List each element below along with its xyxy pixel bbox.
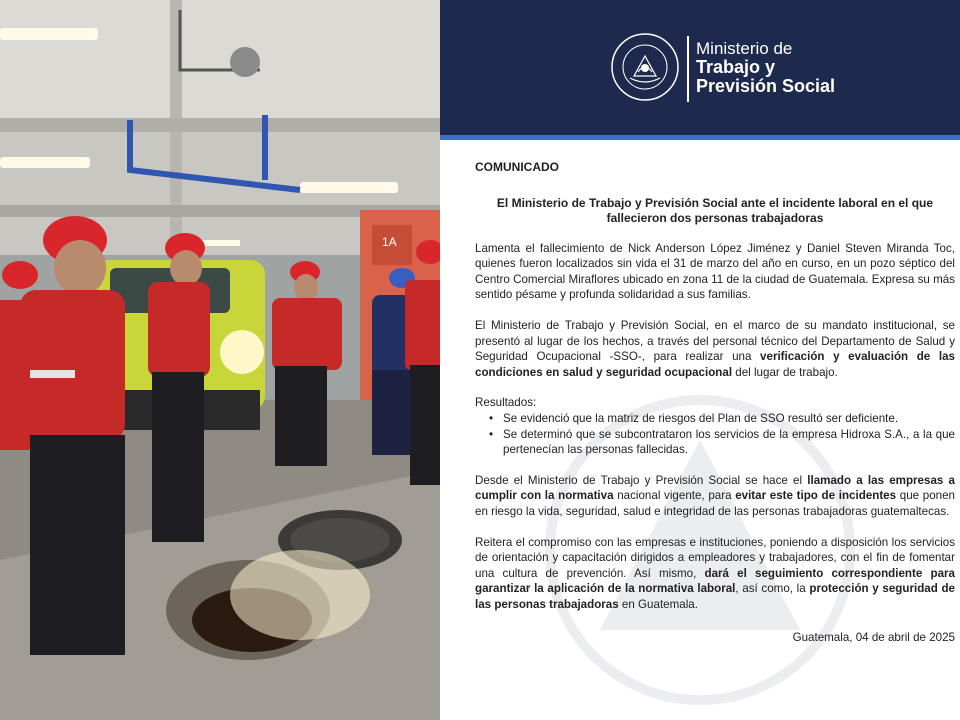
banner-divider <box>687 36 689 102</box>
results-item-2: • Se determinó que se subcontrataron los servicios de la empresa Hidroxa S.A., a la que pertenecían las personas fallecidas. <box>475 427 955 458</box>
paragraph-3-bold-1: llamado a las empresas a cumplir con la normativa <box>475 473 955 503</box>
incident-photo-illustration <box>0 0 440 720</box>
wall-sign: 1A <box>382 235 397 249</box>
paragraph-2-bold: verificación y evaluación de las condiciones en salud y seguridad ocupacional <box>475 350 955 379</box>
results-list <box>475 411 955 458</box>
results-item-1: • Se evidenció que la matriz de riesgos del Plan de SSO resultó ser deficiente. <box>475 411 955 427</box>
banner-accent-bar <box>440 135 960 140</box>
ministry-name <box>696 40 835 96</box>
paragraph-2 <box>475 318 955 380</box>
paragraph-3-text-a: Desde el Ministerio de Trabajo y Previsión Social se hace el <box>475 473 808 487</box>
paragraph-4-text-c: , así como, la <box>735 582 810 596</box>
paragraph-1: Lamenta el fallecimiento de Nick Anderson López Jiménez y Daniel Steven Miranda Toc, quienes fueron localizados sin vida el 31 de marzo del año en curso, en un pozo séptico del Centro Comercial Miraflores ubicado en zona 11 de la ciudad de Guatemala. Expresa su más sentido pésame y profunda solidaridad a sus familias. <box>475 241 955 302</box>
paragraph-4-bold-2: protección y seguridad de las personas trabajadoras <box>475 582 956 611</box>
communique-heading: COMUNICADO <box>475 160 559 174</box>
communique-title: El Ministerio de Trabajo y Previsión Social ante el incidente laboral en el que fallecieron dos personas trabajadoras <box>496 195 934 225</box>
ministry-banner <box>440 0 960 140</box>
ministry-name-line3: Previsión Social <box>696 75 836 96</box>
paragraph-4-text-a: Reitera el compromiso con las empresas e instituciones, poniendo a disposición los servicios de orientación y capacitación dirigidos a empleadores y trabajadores, con el fin de fomentar una cultura de prevención. Así mismo, <box>475 535 955 580</box>
paragraph-4 <box>475 535 955 613</box>
paragraph-4-bold-1: dará el seguimiento correspondiente para garantizar la aplicación de la normativa laboral <box>475 566 955 596</box>
communique-body <box>475 160 955 646</box>
incident-photo <box>0 0 440 720</box>
paragraph-2-text-a: El Ministerio de Trabajo y Previsión Social, en el marco de su mandato institucional, se presentó al lugar de los hechos, a través del personal técnico del Departamento de Salud y Seguridad Ocupacional -SSO-, para realizar una <box>475 318 955 364</box>
paragraph-2-text-c: del lugar de trabajo. <box>732 365 838 379</box>
results-label: Resultados: <box>475 396 537 410</box>
paragraph-4-text-e: en Guatemala. <box>618 597 698 611</box>
paragraph-3-bold-2: evitar este tipo de incidentes <box>735 489 897 503</box>
guatemala-seal-icon <box>610 32 680 102</box>
ministry-name-line2: Trabajo y <box>696 56 776 77</box>
communique-document <box>440 0 960 720</box>
paragraph-3-text-e: que ponen en riesgo la vida, seguridad, salud e integridad de las personas trabajadoras guatemaltecas. <box>475 489 955 518</box>
communique-date: Guatemala, 04 de abril de 2025 <box>792 631 955 645</box>
paragraph-3 <box>475 473 955 520</box>
paragraph-3-text-c: nacional vigente, para <box>613 489 736 503</box>
ministry-name-line1: Ministerio de <box>696 39 793 58</box>
